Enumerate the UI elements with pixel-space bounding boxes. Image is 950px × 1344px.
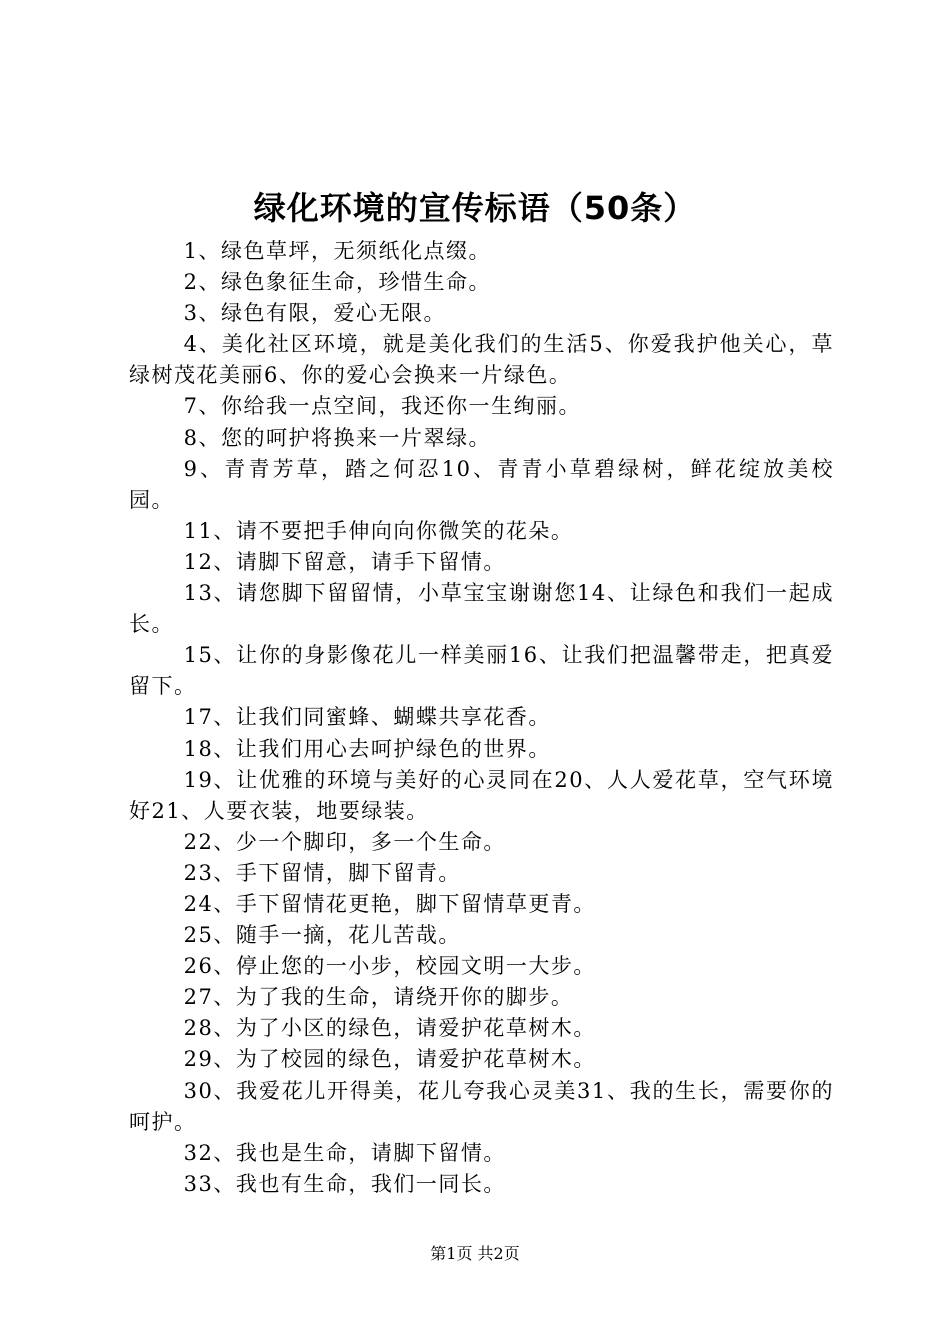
slogan-paragraph: 13、请您脚下留留情，小草宝宝谢谢您14、让绿色和我们一起成长。 <box>129 581 834 637</box>
slogan-paragraph: 24、手下留情花更艳，脚下留情草更青。 <box>183 891 596 916</box>
slogan-paragraph: 12、请脚下留意，请手下留情。 <box>183 549 506 574</box>
slogan-paragraph: 8、您的呵护将换来一片翠绿。 <box>183 425 491 450</box>
slogan-paragraph: 26、停止您的一小步，校园文明一大步。 <box>183 954 596 979</box>
slogan-paragraph: 29、为了校园的绿色，请爱护花草树木。 <box>183 1047 596 1072</box>
slogan-paragraph: 27、为了我的生命，请绕开你的脚步。 <box>183 985 574 1010</box>
document-title: 绿化环境的宣传标语（50条） <box>253 189 697 227</box>
slogan-paragraph: 33、我也有生命，我们一同长。 <box>183 1171 506 1196</box>
slogan-paragraph: 28、为了小区的绿色，请爱护花草树木。 <box>183 1016 596 1041</box>
page-number-footer: 第1页 共2页 <box>430 1244 520 1263</box>
slogan-paragraph: 9、青青芳草，踏之何忍10、青青小草碧绿树，鲜花绽放美校园。 <box>129 456 834 512</box>
slogan-paragraph: 22、少一个脚印，多一个生命。 <box>183 829 506 854</box>
slogan-paragraph: 1、绿色草坪，无须纸化点缀。 <box>183 239 491 263</box>
slogan-paragraph: 32、我也是生命，请脚下留情。 <box>183 1140 506 1165</box>
slogan-paragraph: 25、随手一摘，花儿苦哉。 <box>183 923 461 948</box>
slogan-paragraph: 4、美化社区环境，就是美化我们的生活5、你爱我护他关心，草绿树茂花美丽6、你的爱心会换来一片绿色。 <box>129 332 834 388</box>
slogan-paragraph: 19、让优雅的环境与美好的心灵同在20、人人爱花草，空气环境好21、人要衣装，地要绿装。 <box>129 767 834 823</box>
slogan-paragraph: 17、让我们同蜜蜂、蝴蝶共享花香。 <box>183 705 551 730</box>
slogan-paragraph: 11、请不要把手伸向向你微笑的花朵。 <box>183 518 574 543</box>
slogan-paragraph: 7、你给我一点空间，我还你一生绚丽。 <box>183 394 581 419</box>
slogan-paragraph: 2、绿色象征生命，珍惜生命。 <box>183 270 491 295</box>
slogan-paragraph: 23、手下留情，脚下留青。 <box>183 860 461 885</box>
slogan-paragraph: 18、让我们用心去呵护绿色的世界。 <box>183 736 551 761</box>
document-body <box>129 236 834 1200</box>
slogan-paragraph: 30、我爱花儿开得美，花儿夸我心灵美31、我的生长，需要你的呵护。 <box>129 1078 834 1134</box>
slogan-paragraph: 3、绿色有限，爱心无限。 <box>183 301 446 326</box>
slogan-paragraph: 15、让你的身影像花儿一样美丽16、让我们把温馨带走，把真爱留下。 <box>129 643 834 699</box>
